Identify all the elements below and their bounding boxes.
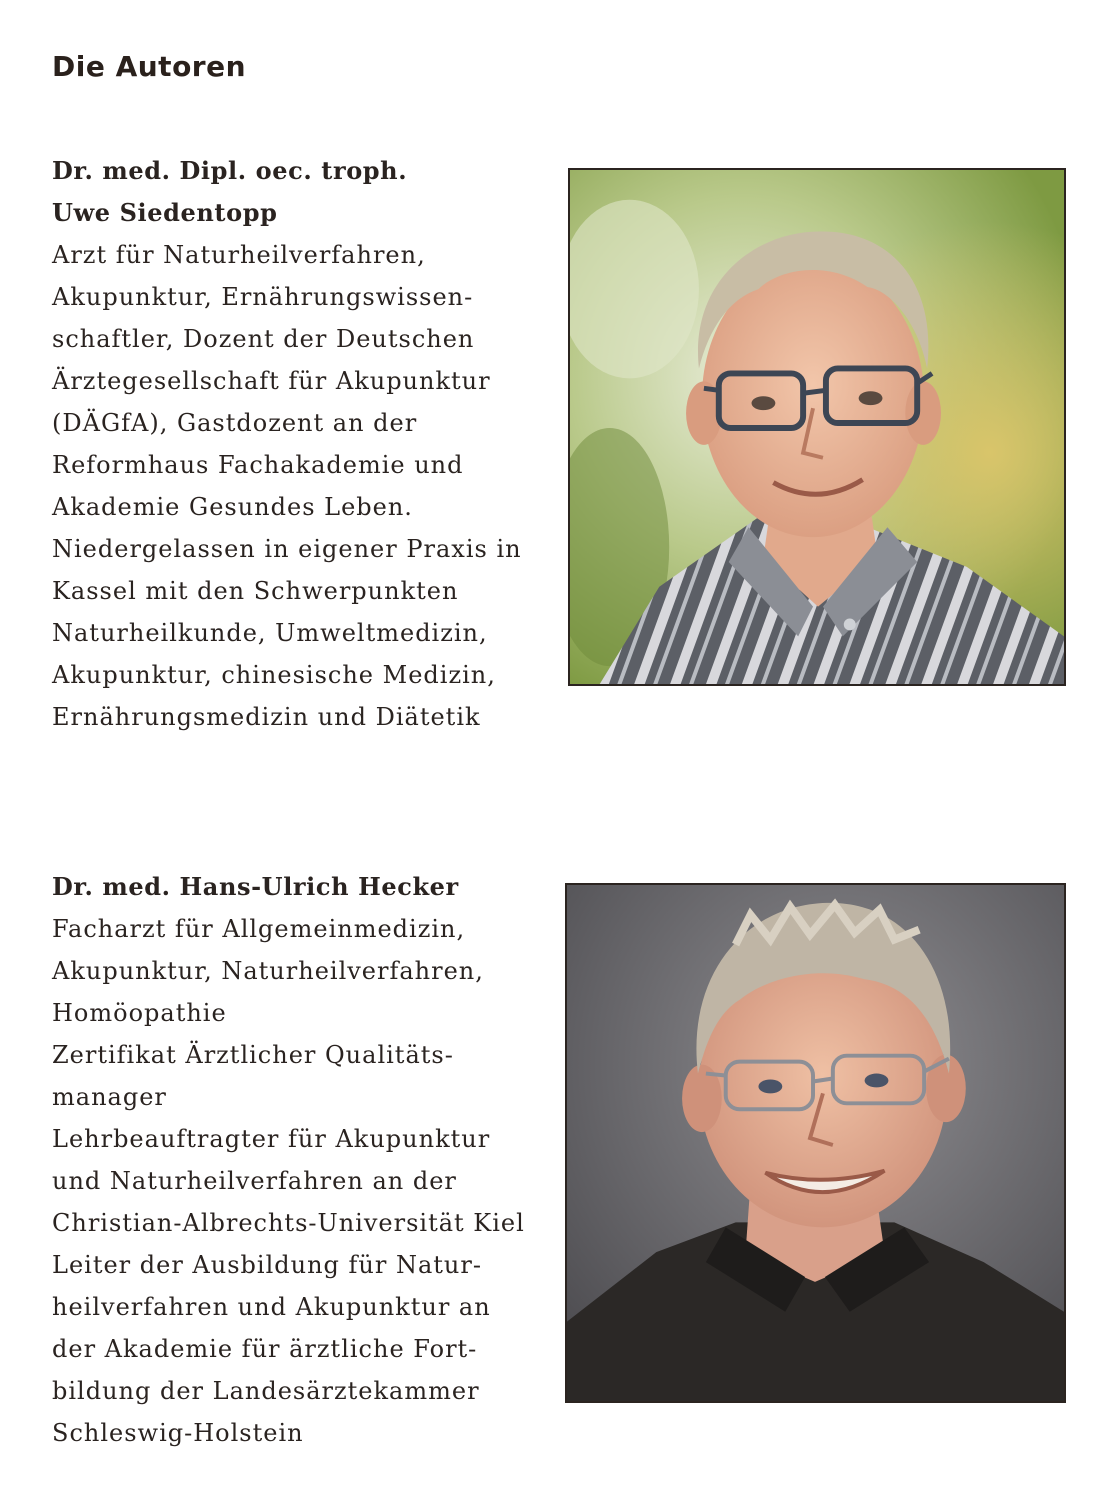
author-name-line: Dr. med. Hans-Ulrich Hecker [52, 872, 459, 901]
bio-line: Christian-Albrechts-Universität Kiel [52, 1209, 525, 1237]
page-title: Die Autoren [52, 50, 247, 83]
bio-line: schaftler, Dozent der Deutschen [52, 325, 475, 353]
bio-line: Arzt für Naturheilverfahren, [52, 241, 426, 269]
bio-line: Akademie Gesundes Leben. [52, 493, 413, 521]
bio-line: Facharzt für Allgemeinmedizin, [52, 915, 466, 943]
bio-line: heilverfahren und Akupunktur an [52, 1293, 491, 1321]
bio-line: und Naturheilverfahren an der [52, 1167, 457, 1195]
bio-line: Lehrbeauftragter für Akupunktur [52, 1125, 491, 1153]
bio-line: Niedergelassen in eigener Praxis in [52, 535, 522, 563]
bio-line: Schleswig-Holstein [52, 1419, 304, 1447]
bio-line: Naturheilkunde, Umweltmedizin, [52, 619, 488, 647]
bio-line: Akupunktur, Naturheilverfahren, [52, 957, 484, 985]
bio-line: Akupunktur, Ernährungswissen- [52, 283, 474, 311]
bio-line: bildung der Landesärztekammer [52, 1377, 480, 1405]
portrait-illustration [567, 885, 1064, 1401]
bio-line: Ärztegesellschaft für Akupunktur [52, 367, 491, 395]
bio-line: Kassel mit den Schwerpunkten [52, 577, 459, 605]
bio-line: Homöopathie [52, 999, 227, 1027]
author-photo-hecker [565, 883, 1066, 1403]
bio-line: Leiter der Ausbildung für Natur- [52, 1251, 482, 1279]
bio-line: Ernährungsmedizin und Diätetik [52, 703, 481, 731]
bio-line: Akupunktur, chinesische Medizin, [52, 661, 496, 689]
author-bio-siedentopp [52, 150, 557, 738]
author-bio-hecker [52, 866, 557, 1454]
bio-line: manager [52, 1083, 167, 1111]
author-name-line: Uwe Siedentopp [52, 198, 278, 227]
bio-line: Reformhaus Fachakademie und [52, 451, 464, 479]
author-name-line: Dr. med. Dipl. oec. troph. [52, 156, 408, 185]
portrait-illustration [570, 170, 1064, 684]
author-photo-siedentopp [568, 168, 1066, 686]
bio-line: (DÄGfA), Gastdozent an der [52, 409, 418, 437]
bio-line: der Akademie für ärztliche Fort- [52, 1335, 478, 1363]
bio-line: Zertifikat Ärztlicher Qualitäts- [52, 1041, 454, 1069]
